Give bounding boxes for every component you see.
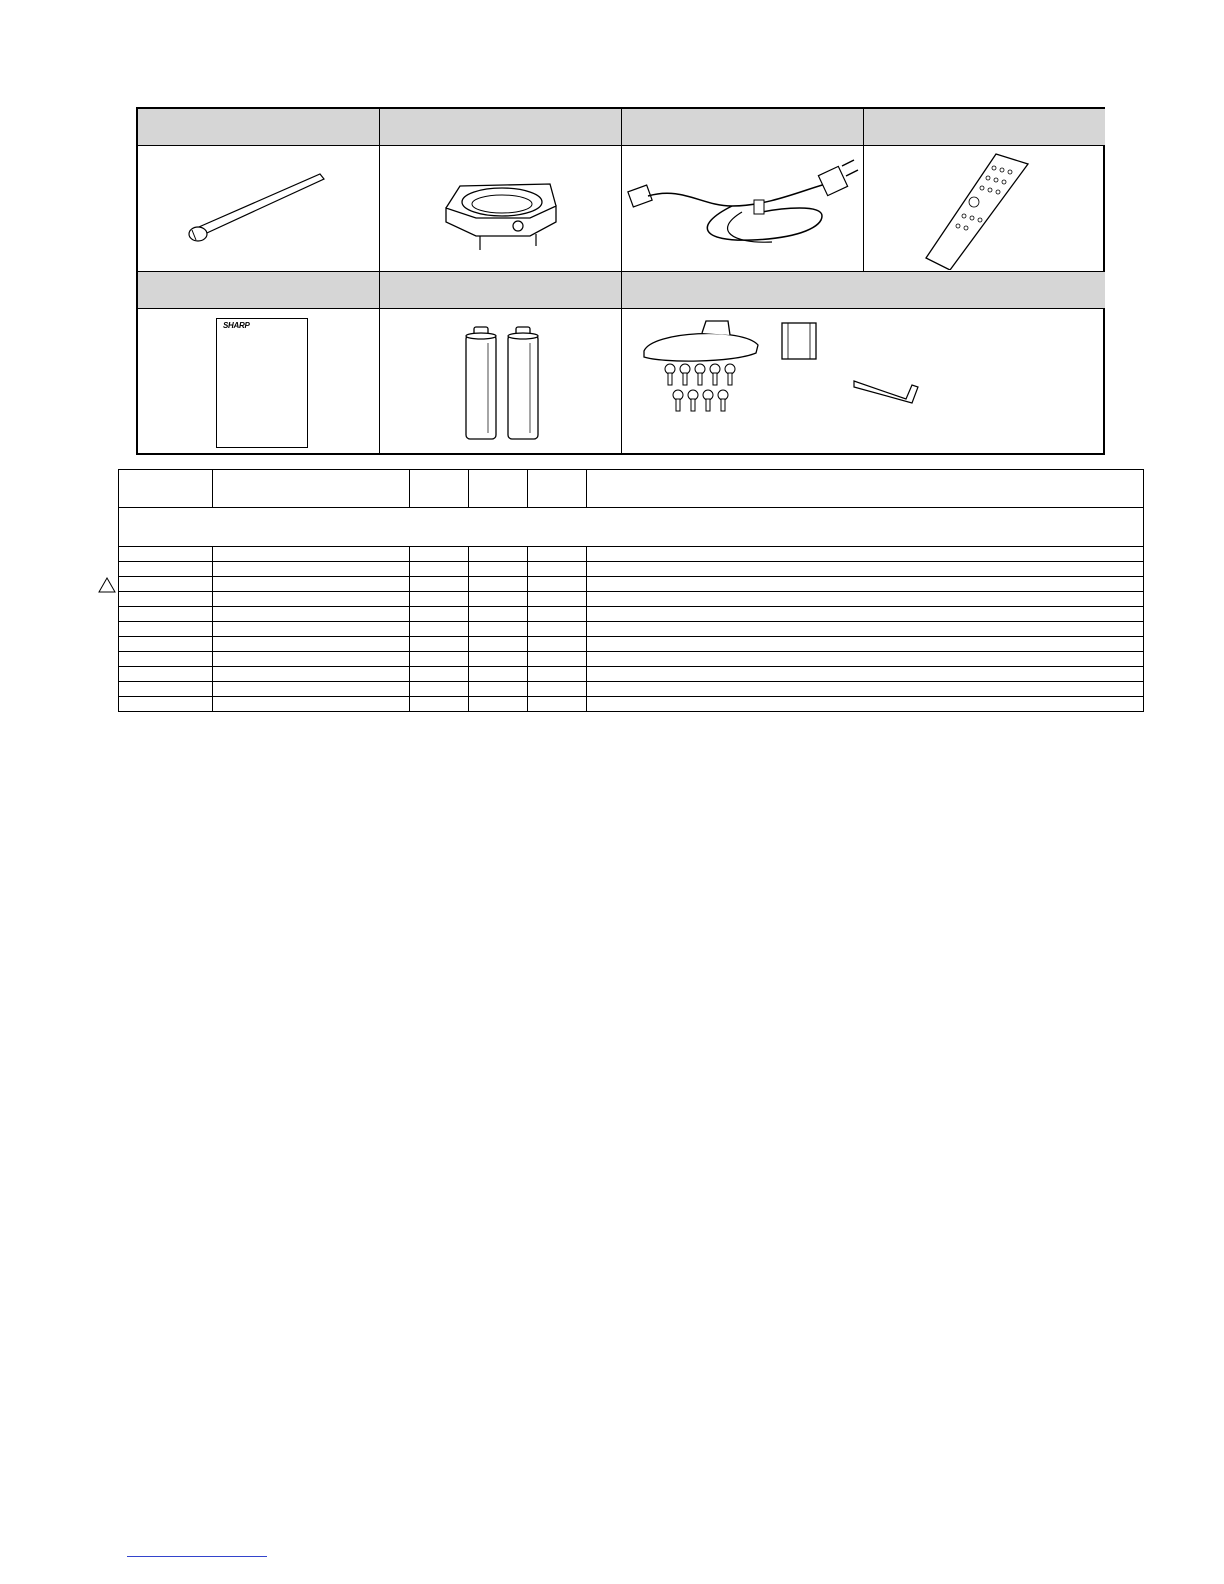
cell xyxy=(213,697,410,712)
cell xyxy=(410,622,469,637)
cell xyxy=(469,547,528,562)
cell xyxy=(410,592,469,607)
battery-icon xyxy=(380,309,620,453)
cell xyxy=(587,697,1144,712)
cell xyxy=(528,652,587,667)
cell xyxy=(528,577,587,592)
cell xyxy=(587,652,1144,667)
table-section-row xyxy=(119,508,1144,547)
table-row xyxy=(119,592,1144,607)
cell xyxy=(469,682,528,697)
table-row xyxy=(119,547,1144,562)
cell xyxy=(213,682,410,697)
operation-manual-icon xyxy=(216,318,308,448)
cell xyxy=(410,577,469,592)
parts-list-table xyxy=(118,469,1144,712)
cell xyxy=(587,682,1144,697)
picture-ac-cord xyxy=(622,146,864,272)
cell xyxy=(469,577,528,592)
cell xyxy=(213,637,410,652)
cell xyxy=(213,622,410,637)
table-row xyxy=(119,607,1144,622)
table-row xyxy=(119,622,1144,637)
picture-manual xyxy=(138,309,380,455)
header-cable-tie xyxy=(138,109,380,146)
cell xyxy=(469,697,528,712)
safety-warning-icon xyxy=(98,577,116,593)
footer-link-underline[interactable] xyxy=(127,1556,267,1557)
cell xyxy=(528,682,587,697)
cell xyxy=(469,622,528,637)
header-ferrite-core xyxy=(380,109,622,146)
cell xyxy=(119,562,213,577)
picture-batteries xyxy=(380,309,622,455)
cell xyxy=(119,652,213,667)
cell xyxy=(528,607,587,622)
cell xyxy=(587,622,1144,637)
manual-brand-logo: SHARP xyxy=(223,321,250,330)
header-batteries xyxy=(380,272,622,309)
cell xyxy=(528,667,587,682)
header-remote xyxy=(864,109,1105,146)
table-header-row xyxy=(119,470,1144,508)
cell xyxy=(469,652,528,667)
remote-control-icon xyxy=(864,146,1104,270)
table-row xyxy=(119,562,1144,577)
cell xyxy=(410,682,469,697)
cell xyxy=(213,652,410,667)
picture-cable-tie xyxy=(138,146,380,272)
table-row xyxy=(119,637,1144,652)
col-mark xyxy=(410,470,469,508)
col-part-no xyxy=(213,470,410,508)
cell xyxy=(213,592,410,607)
cell xyxy=(213,562,410,577)
cell xyxy=(410,607,469,622)
cell xyxy=(528,547,587,562)
picture-remote xyxy=(864,146,1105,272)
cell xyxy=(528,592,587,607)
cell xyxy=(587,577,1144,592)
cell xyxy=(410,562,469,577)
table-row xyxy=(119,577,1144,592)
cell xyxy=(119,637,213,652)
header-manual xyxy=(138,272,380,309)
cell xyxy=(119,592,213,607)
cell xyxy=(410,652,469,667)
cell xyxy=(587,592,1144,607)
cell xyxy=(410,697,469,712)
cell xyxy=(587,547,1144,562)
cell xyxy=(528,637,587,652)
accessory-grid xyxy=(136,107,1105,455)
cell xyxy=(119,547,213,562)
header-ac-cord xyxy=(622,109,864,146)
table-row xyxy=(119,667,1144,682)
cell xyxy=(469,607,528,622)
cell xyxy=(119,577,213,592)
picture-stand-kit xyxy=(622,309,1105,455)
table-row xyxy=(119,682,1144,697)
cell xyxy=(119,622,213,637)
cell xyxy=(119,697,213,712)
cell xyxy=(469,562,528,577)
col-qty xyxy=(469,470,528,508)
table-row xyxy=(119,697,1144,712)
table-row xyxy=(119,652,1144,667)
cell xyxy=(469,667,528,682)
col-ref-no xyxy=(119,470,213,508)
cell xyxy=(213,667,410,682)
cell xyxy=(119,667,213,682)
cell xyxy=(528,622,587,637)
ferrite-core-icon xyxy=(380,146,620,270)
picture-ferrite-core xyxy=(380,146,622,272)
cell xyxy=(587,637,1144,652)
cell xyxy=(587,607,1144,622)
cell xyxy=(528,697,587,712)
cell xyxy=(587,667,1144,682)
cell xyxy=(528,562,587,577)
cell xyxy=(213,607,410,622)
cell xyxy=(119,682,213,697)
cell xyxy=(410,547,469,562)
header-stand-kit xyxy=(622,272,1105,309)
cell xyxy=(587,562,1144,577)
power-cord-icon xyxy=(622,146,862,270)
stand-hardware-icon xyxy=(622,309,1102,453)
section-title xyxy=(119,508,1144,547)
cell xyxy=(469,592,528,607)
col-code xyxy=(528,470,587,508)
cell xyxy=(213,547,410,562)
cable-tie-icon xyxy=(138,146,378,270)
cell xyxy=(469,637,528,652)
cell xyxy=(213,577,410,592)
cell xyxy=(410,637,469,652)
cell xyxy=(119,607,213,622)
cell xyxy=(410,667,469,682)
col-description xyxy=(587,470,1144,508)
